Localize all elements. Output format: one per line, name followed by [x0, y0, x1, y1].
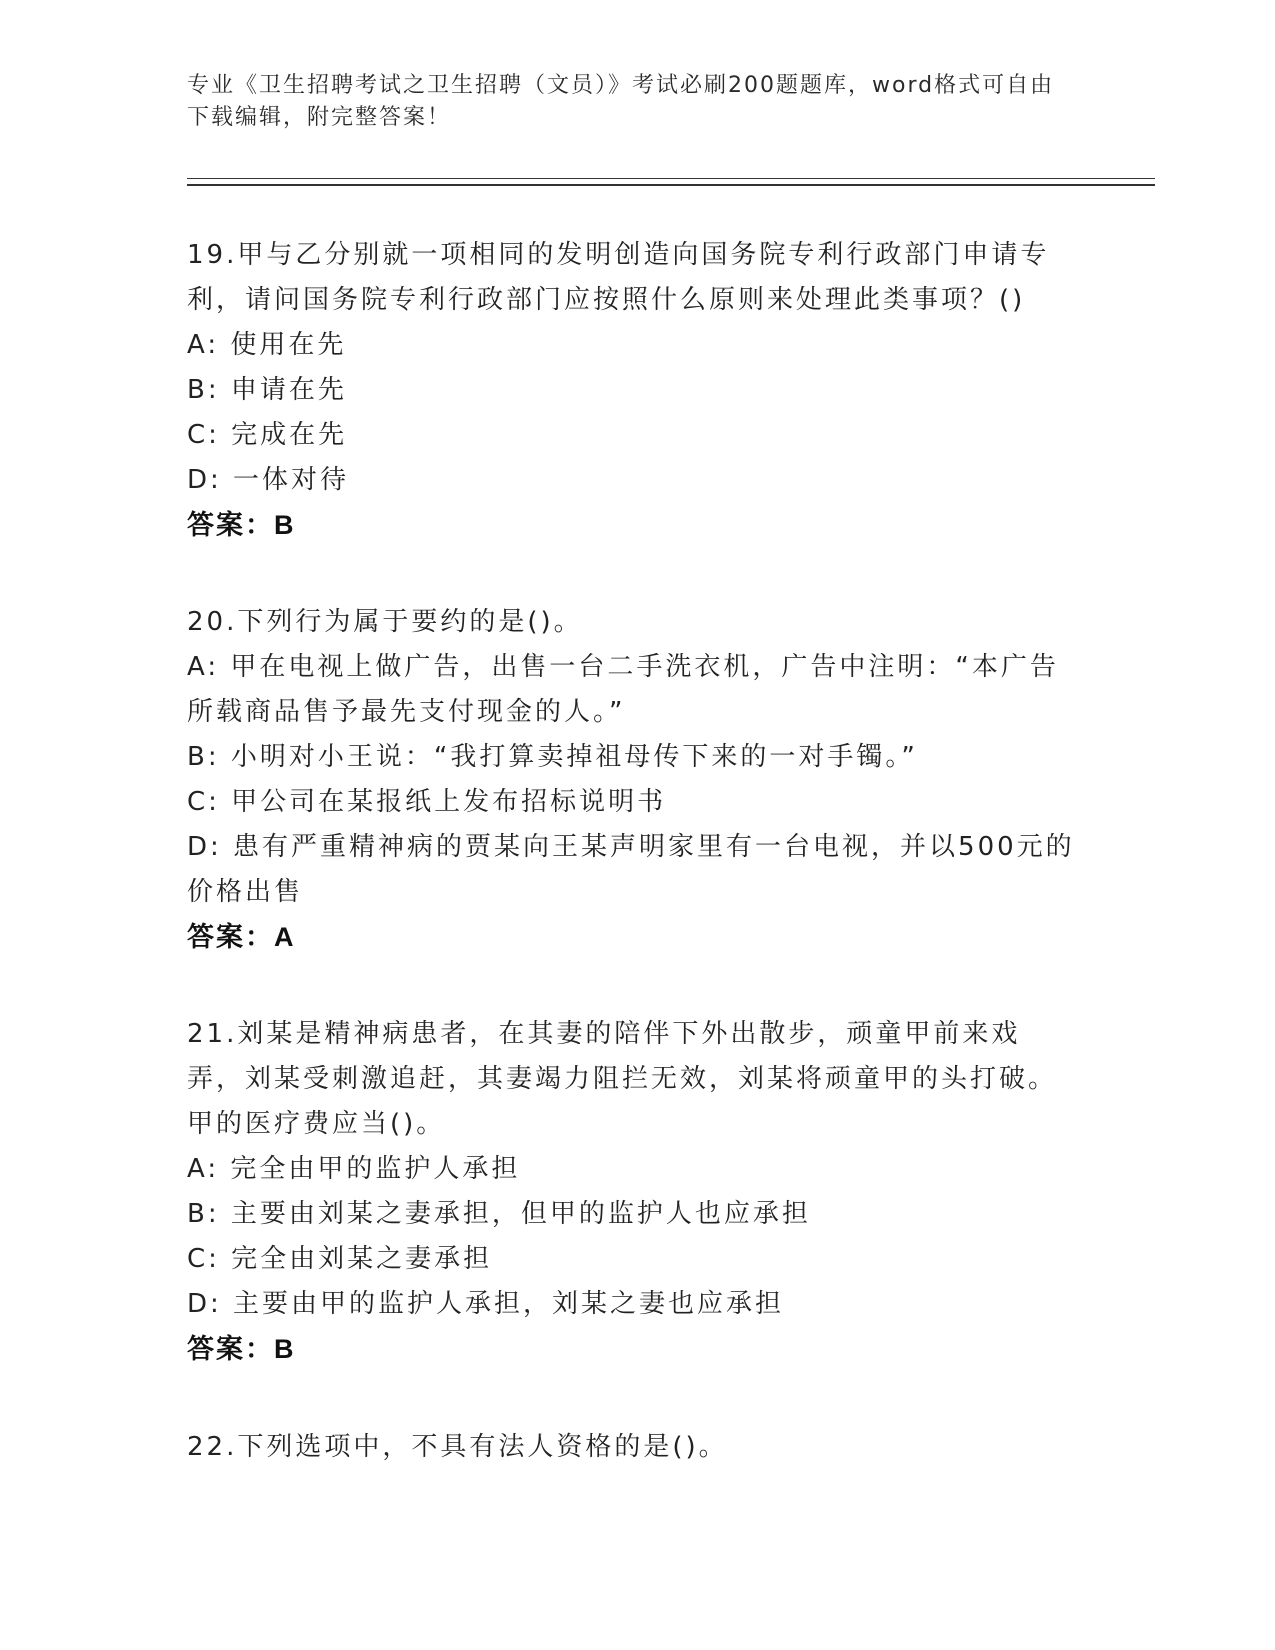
question-stem: 19.甲与乙分别就一项相同的发明创造向国务院专利行政部门申请专利，请问国务院专利行政部门应按照什么原则来处理此类事项？() — [187, 240, 1050, 315]
header-divider-thick — [187, 184, 1155, 186]
answer: 答案：B — [187, 510, 296, 540]
option-d: D: 一体对待 — [187, 465, 350, 495]
answer: 答案：B — [187, 1334, 296, 1364]
option-a: A: 使用在先 — [187, 330, 347, 360]
document-header: 专业《卫生招聘考试之卫生招聘（文员）》考试必刷200题题库，word格式可自由下载编辑，附完整答案！ — [187, 73, 1055, 130]
option-d: D: 患有严重精神病的贾某向王某声明家里有一台电视，并以500元的价格出售 — [187, 832, 1075, 907]
question-21 — [187, 1012, 1077, 1372]
question-stem: 22.下列选项中，不具有法人资格的是()。 — [187, 1432, 728, 1462]
question-stem: 21.刘某是精神病患者，在其妻的陪伴下外出散步，顽童甲前来戏弄，刘某受刺激追赶，其妻竭力阻拦无效，刘某将顽童甲的头打破。甲的医疗费应当()。 — [187, 1019, 1058, 1139]
question-19 — [187, 233, 1077, 548]
question-20 — [187, 600, 1077, 960]
option-b: B: 申请在先 — [187, 375, 347, 405]
option-c: C: 完成在先 — [187, 420, 348, 450]
question-22 — [187, 1425, 1077, 1470]
answer: 答案：A — [187, 922, 296, 952]
header-divider-thin — [187, 178, 1155, 179]
option-c: C: 完全由刘某之妻承担 — [187, 1244, 493, 1274]
option-a: A: 甲在电视上做广告，出售一台二手洗衣机，广告中注明：“本广告所载商品售予最先支付现金的人。” — [187, 652, 1059, 727]
option-a: A: 完全由甲的监护人承担 — [187, 1154, 521, 1184]
option-b: B: 主要由刘某之妻承担，但甲的监护人也应承担 — [187, 1199, 811, 1229]
question-stem: 20.下列行为属于要约的是()。 — [187, 607, 583, 637]
option-c: C: 甲公司在某报纸上发布招标说明书 — [187, 787, 667, 817]
option-b: B: 小明对小王说：“我打算卖掉祖母传下来的一对手镯。” — [187, 742, 918, 772]
option-d: D: 主要由甲的监护人承担，刘某之妻也应承担 — [187, 1289, 785, 1319]
